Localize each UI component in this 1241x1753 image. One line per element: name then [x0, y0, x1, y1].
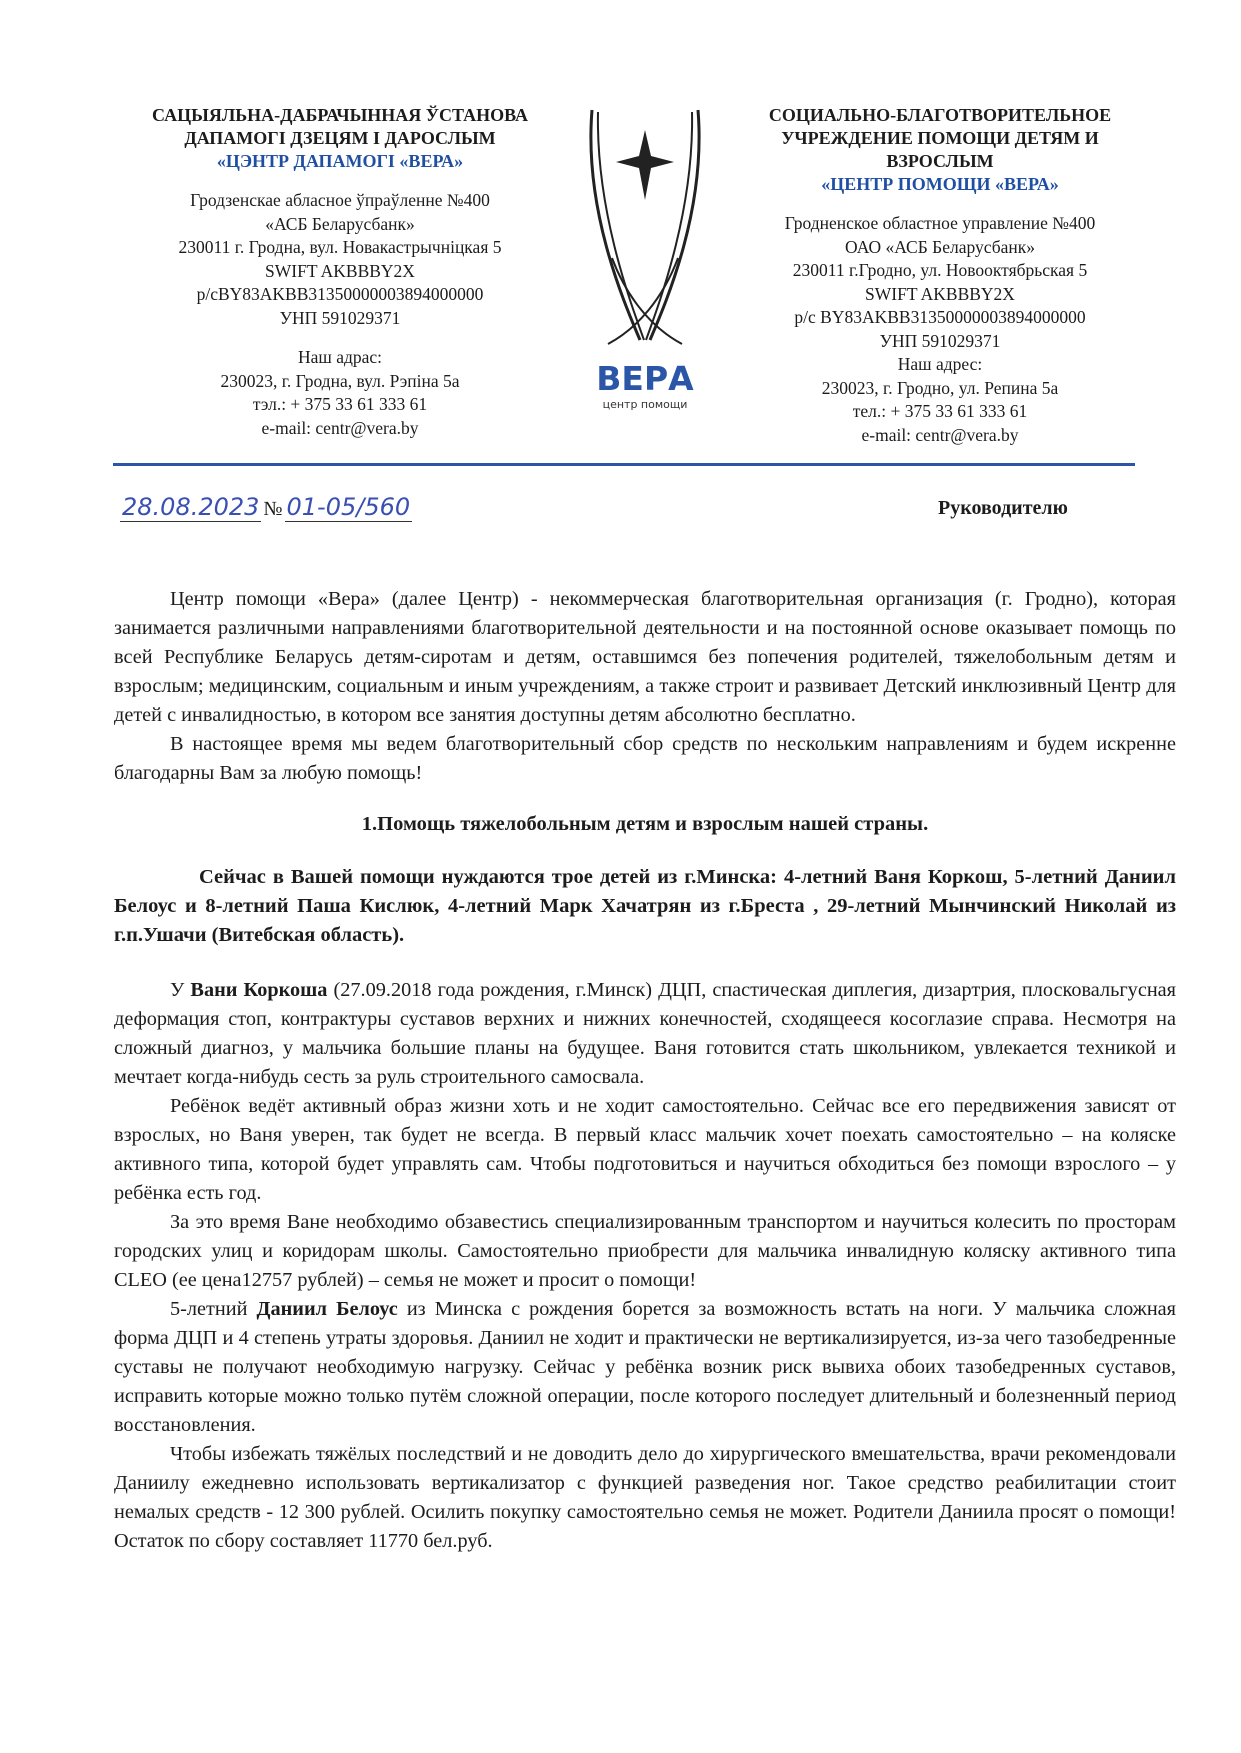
right-bank-line: SWIFT AKBBBY2X	[865, 283, 1015, 304]
body-paragraph: В настоящее время мы ведем благотворительный сбор средств по нескольким направлениям и будем искренне благодарны Вам за любую помощь!	[114, 733, 1176, 784]
right-org-line4: «ЦЕНТР ПОМОЩИ «ВЕРА»	[821, 174, 1059, 194]
right-bank-line: 230011 г.Гродно, ул. Новооктябрьская 5	[792, 260, 1088, 280]
right-bank-line: ОАО «АСБ Беларусбанк»	[844, 236, 1035, 257]
letter-date: 28.08.2023	[122, 493, 260, 521]
right-header	[715, 104, 1165, 447]
letter-recipient: Руководителю	[938, 497, 1068, 519]
body-paragraph: За это время Ване необходимо обзавестись специализированным транспортом и научиться колесить по просторам городских улиц и коридорам школы. Самостоятельно приобрести для мальчика инвалидную коляску активного типа CLEO (ее цена12757 рублей) – семья не может и просит о помощи!	[114, 1211, 1176, 1291]
right-address-line: тел.: + 375 33 61 333 61	[852, 401, 1028, 421]
right-org-line1: СОЦИАЛЬНО-БЛАГОТВОРИТЕЛЬНОЕ	[768, 105, 1112, 125]
left-address-line: 230023, г. Гродна, вул. Рэпіна 5а	[220, 370, 460, 391]
p3-prefix: У	[170, 979, 191, 1001]
p6-name: Даниил Белоус	[256, 1298, 398, 1320]
right-org-line2: УЧРЕЖДЕНИЕ ПОМОЩИ ДЕТЯМ И	[781, 128, 1099, 148]
vera-logo-icon	[582, 108, 708, 418]
p3-rest: (27.09.2018 года рождения, г.Минск) ДЦП, спастическая диплегия, дизартрия, плосковальгусная деформация стоп, контрактуры суставов верхних и нижних конечностей, сходящееся косоглазие справа. Несмотря на сложный диагноз, у мальчика большие планы на будущее. Ваня готовится стать школьником, увлекается техникой и мечтает когда-нибудь сесть за руль строительного самосвала.	[114, 979, 1177, 1088]
left-bank-line: УНП 591029371	[279, 307, 401, 328]
letter-number-label: №	[263, 498, 283, 520]
left-org-line3: «ЦЭНТР ДАПАМОГІ «ВЕРА»	[216, 151, 464, 171]
left-bank-line: «АСБ Беларусбанк»	[265, 213, 415, 234]
right-bank-line: р/с BY83AKBB31350000003894000000	[794, 307, 1086, 327]
logo-subtitle: центр помощи	[602, 398, 688, 411]
right-address-line: Наш адрес:	[897, 354, 983, 374]
left-bank-line: SWIFT AKBBBY2X	[265, 260, 415, 281]
vera-logo	[582, 108, 708, 418]
p3-name: Вани Коркоша	[190, 979, 328, 1001]
section-heading: 1.Помощь тяжелобольным детям и взрослым нашей страны.	[361, 813, 929, 835]
left-address-line: тэл.: + 375 33 61 333 61	[252, 394, 428, 414]
body-paragraph: Ребёнок ведёт активный образ жизни хоть и не ходит самостоятельно. Сейчас все его передвижения зависят от взрослых, но Ваня уверен, так будет не всегда. В первый класс мальчик хочет поехать самостоятельно – на коляске активного типа, которой будет управлять сам. Чтобы подготовиться и научиться обходиться без помощи взрослого – у ребёнка есть год.	[114, 1095, 1176, 1204]
left-org-line2: ДАПАМОГІ ДЗЕЦЯМ І ДАРОСЛЫМ	[184, 128, 496, 148]
body-paragraph: Центр помощи «Вера» (далее Центр) - некоммерческая благотворительная организация (г. Гродно), которая занимается различными направлениями благотворительной деятельности и на постоянной основе оказывает помощь по всей Республике Беларусь детям-сиротам и детям, оставшимся без попечения родителей, тяжелобольным детям и взрослым; медицинским, социальным и иным учреждениям, а также строит и развивает Детский инклюзивный Центр для детей с инвалидностью, в котором все занятия доступны детям абсолютно бесплатно.	[114, 588, 1176, 726]
header-divider	[113, 463, 1135, 466]
left-header	[110, 104, 570, 440]
right-bank-line: Гродненское областное управление №400	[784, 213, 1096, 233]
logo-name: ВЕРА	[596, 359, 694, 398]
letter-number: 01-05/560	[286, 493, 411, 521]
body-paragraph-vanya	[114, 976, 1176, 1092]
letter-body	[114, 585, 1176, 1556]
right-address-line: 230023, г. Гродно, ул. Репина 5а	[821, 377, 1059, 398]
body-paragraph-daniil	[114, 1295, 1176, 1440]
left-bank-line: 230011 г. Гродна, вул. Новакастрычніцкая 5	[178, 237, 502, 257]
body-paragraph: Чтобы избежать тяжёлых последствий и не доводить дело до хирургического вмешательства, врачи рекомендовали Даниилу ежедневно использовать вертикализатор с функцией разведения ног. Такое средство реабилитации стоит немалых средств - 12 300 рублей. Осилить покупку самостоятельно семья не может. Родители Даниила просят о помощи! Остаток по сбору составляет 11770 бел.руб.	[114, 1443, 1176, 1552]
right-address-line: e-mail: centr@vera.by	[861, 424, 1019, 445]
left-bank-line: р/сBY83AKBB31350000003894000000	[196, 284, 484, 304]
letter-date-number	[120, 493, 412, 522]
p6-prefix: 5-летний	[170, 1298, 257, 1320]
right-bank-line: УНП 591029371	[879, 330, 1001, 351]
right-org-line3: ВЗРОСЛЫМ	[886, 151, 994, 171]
p6-rest: из Минска с рождения борется за возможность встать на ноги. У мальчика сложная форма ДЦП и 4 степень утраты здоровья. Даниил не ходит и практически не вертикализируется, из-за чего тазобедренные суставы не получают необходимую нагрузку. Сейчас у ребёнка возник риск вывиха обоих тазобедренных суставов, исправить которые можно только путём сложной операции, после которого последует длительный и болезненный период восстановления.	[114, 1298, 1177, 1436]
left-address-line: Наш адрас:	[297, 347, 383, 367]
left-address-line: e-mail: centr@vera.by	[261, 417, 419, 438]
left-org-line1: САЦЫЯЛЬНА-ДАБРАЧЫННАЯ ЎСТАНОВА	[152, 105, 528, 125]
emphasis-paragraph: Сейчас в Вашей помощи нуждаются трое детей из г.Минска: 4-летний Ваня Коркош, 5-летний Даниил Белоус и 8-летний Паша Кислюк, 4-летний Марк Хачатрян из г.Бреста , 29-летний Мынчинский Николай из г.п.Ушачи (Витебская область).	[114, 866, 1176, 946]
left-bank-line: Гродзенскае абласное ўпраўленне №400	[190, 190, 490, 210]
